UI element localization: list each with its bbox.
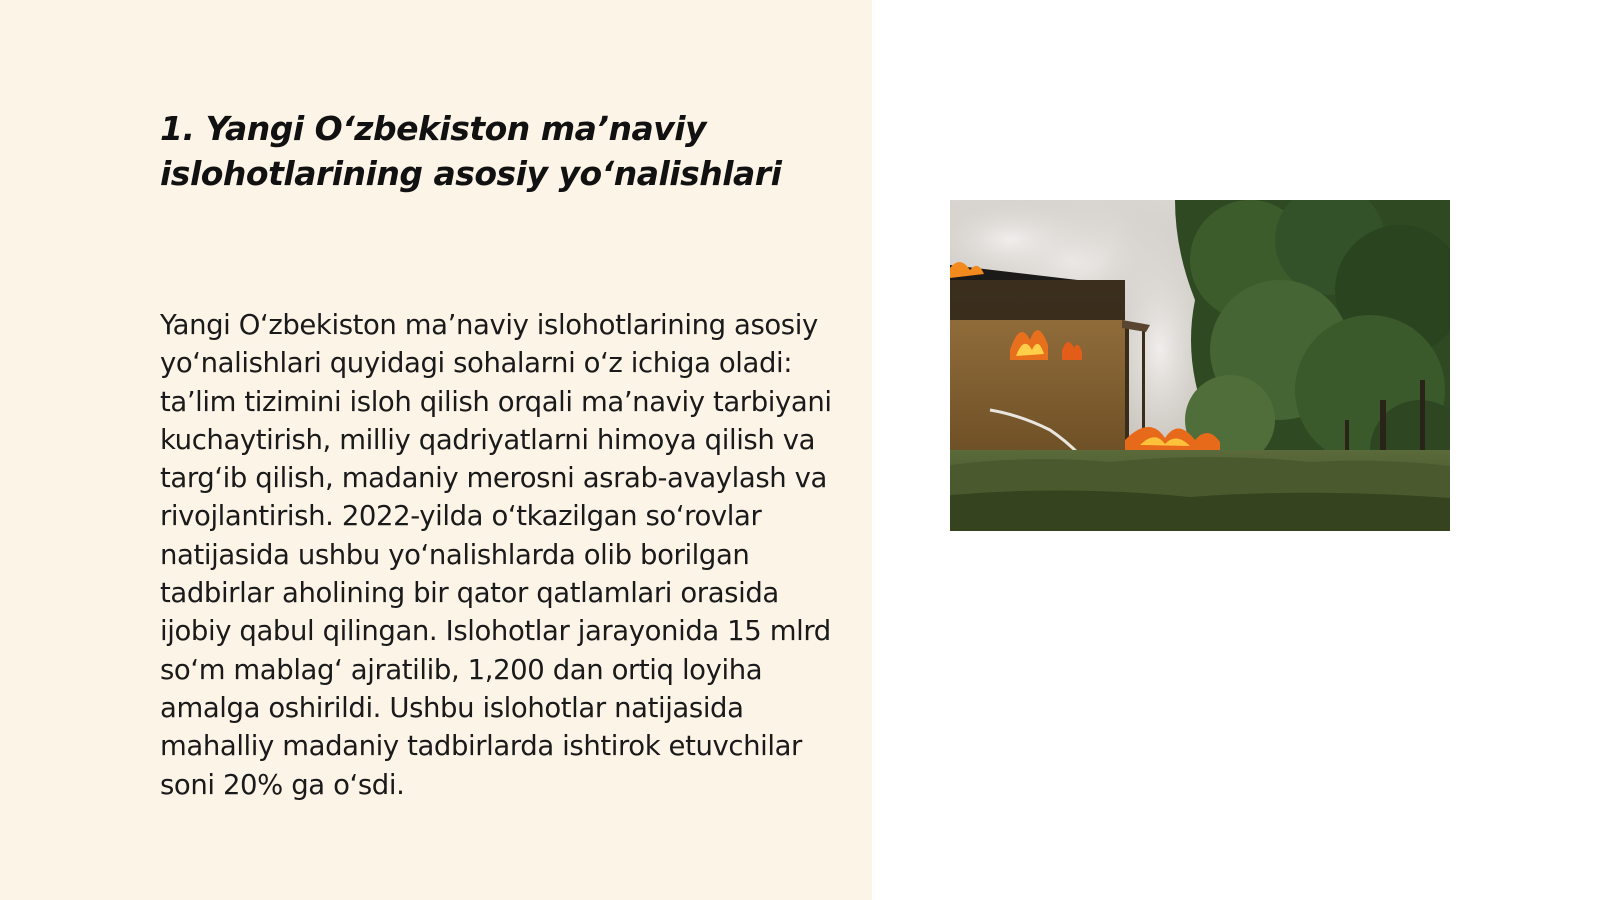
slide-title: 1. Yangi O‘zbekiston ma’naviy islohotlarining asosiy yo‘nalishlari	[160, 109, 782, 193]
slide-body-text: Yangi O‘zbekiston ma’naviy islohotlarining asosiy yo‘nalishlari quyidagi sohalarni o‘z ichiga oladi: ta’lim tizimini isloh qilish orqali ma’naviy tarbiyani kuchaytirish, milliy qadriyatlarni himoya qilish va targ‘ib qilish, madaniy merosni asrab-avaylash va rivojlantirish. 2022-yilda o‘tkazilgan so‘rovlar natijasida ushbu yo‘nalishlarda olib borilgan tadbirlar aholining bir qator qatlamlari orasida ijobiy qabul qilingan. Islohotlar jarayonida 15 mlrd so‘m mablag‘ ajratilib, 1,200 dan ortiq loyiha amalga oshirildi. Ushbu islohotlar natijasida mahalliy madaniy tadbirlarda ishtirok etuvchilar soni 20% ga o‘sdi.	[160, 309, 832, 801]
burning-building-photo	[950, 200, 1450, 531]
photo-illustration	[950, 200, 1450, 531]
